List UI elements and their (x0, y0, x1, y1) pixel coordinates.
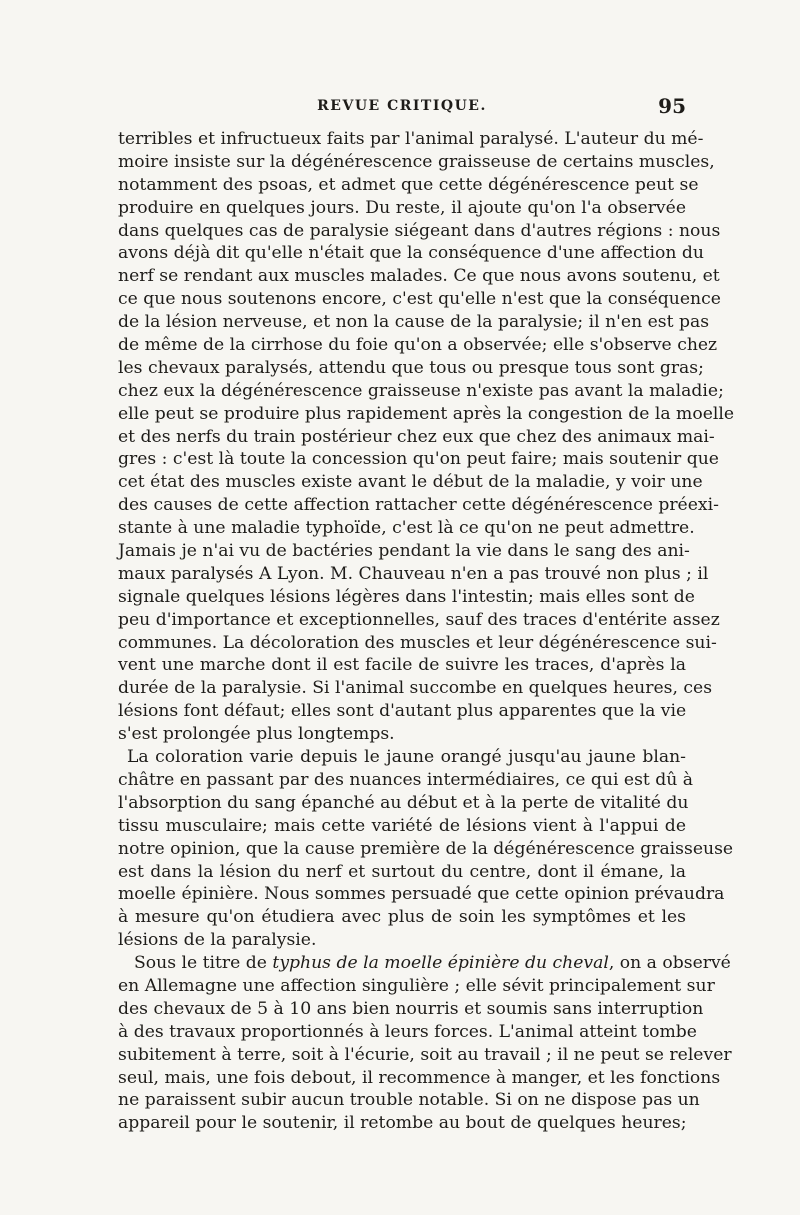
text-line: chez eux la dégénérescence graisseuse n'existe pas avant la maladie; (118, 380, 724, 401)
text-line: l'absorption du sang épanché au début et à la perte de vitalité du (118, 792, 689, 813)
text-line: produire en quelques jours. Du reste, il ajoute qu'on l'a observée (118, 197, 686, 218)
text-line: terribles et infructueux faits par l'animal paralysé. L'auteur du mé- (118, 129, 704, 149)
text-line: lésions de la paralysie. (118, 930, 317, 951)
text-line: notamment des psoas, et admet que cette dégénérescence peut se (118, 174, 699, 195)
italic-title: typhus de la moelle épinière du cheval (272, 953, 609, 974)
text-line: durée de la paralysie. Si l'animal succombe en quelques heures, ces (118, 678, 713, 699)
text-line: signale quelques lésions légères dans l'intestin; mais elles sont de (118, 586, 695, 607)
text-line: de la lésion nerveuse, et non la cause de la paralysie; il n'en est pas (118, 312, 710, 333)
text-line: des causes de cette affection rattacher cette dégénérescence préexi- (118, 495, 719, 516)
text-line: avons déjà dit qu'elle n'était que la conséquence d'une affection du (118, 243, 704, 264)
text-line: vent une marche dont il est facile de suivre les traces, d'après la (118, 655, 686, 676)
paragraph-start-line: La coloration varie depuis le jaune orangé jusqu'au jaune blan- (127, 747, 686, 768)
page-number: 95 (658, 94, 686, 118)
text-line: des chevaux de 5 à 10 ans bien nourris et soumis sans interruption (118, 998, 704, 1019)
text-line: elle peut se produire plus rapidement après la congestion de la moelle (118, 403, 735, 424)
text-line: les chevaux paralysés, attendu que tous ou presque tous sont gras; (118, 357, 704, 378)
paragraph-start-line (118, 952, 731, 975)
text-line: ce que nous soutenons encore, c'est qu'elle n'est que la conséquence (118, 289, 721, 310)
text-line: notre opinion, que la cause première de la dégénérescence graisseuse (118, 838, 734, 859)
text-line: dans quelques cas de paralysie siégeant dans d'autres régions : nous (118, 220, 721, 241)
text-line: à des travaux proportionnés à leurs forces. L'animal atteint tombe (118, 1021, 697, 1042)
text-fragment: Sous le titre de (134, 953, 273, 974)
text-line: tissu musculaire; mais cette variété de lésions vient à l'appui de (118, 815, 686, 836)
text-line: ne paraissent subir aucun trouble notable. Si on ne dispose pas un (118, 1090, 700, 1111)
text-line: en Allemagne une affection singulière ; elle sévit principalement sur (118, 975, 715, 996)
text-line: est dans la lésion du nerf et surtout du centre, dont il émane, la (118, 861, 686, 882)
text-line: peu d'importance et exceptionnelles, sauf des traces d'entérite assez (118, 609, 720, 630)
text-line: nerf se rendant aux muscles malades. Ce que nous avons soutenu, et (118, 266, 720, 287)
text-line: subitement à terre, soit à l'écurie, soit au travail ; il ne peut se relever (118, 1044, 732, 1065)
text-line: lésions font défaut; elles sont d'autant plus apparentes que la vie (118, 701, 687, 722)
text-line: seul, mais, une fois debout, il recommence à manger, et les fonctions (118, 1067, 721, 1088)
text-line: moelle épinière. Nous sommes persuadé que cette opinion prévaudra (118, 884, 725, 905)
text-line: appareil pour le soutenir, il retombe au bout de quelques heures; (118, 1113, 687, 1134)
text-line: de même de la cirrhose du foie qu'on a observée; elle s'observe chez (118, 335, 718, 356)
text-line: stante à une maladie typhoïde, c'est là ce qu'on ne peut admettre. (118, 518, 695, 539)
body-text (118, 128, 735, 1135)
text-line: et des nerfs du train postérieur chez eux que chez des animaux mai- (118, 426, 715, 447)
text-fragment: , on a observé (608, 953, 731, 974)
text-line: s'est prolongée plus longtemps. (118, 724, 395, 745)
text-line: maux paralysés A Lyon. M. Chauveau n'en a pas trouvé non plus ; il (118, 563, 709, 584)
running-title: REVUE CRITIQUE. (317, 98, 487, 114)
running-header (118, 96, 686, 120)
text-line: gres : c'est là toute la concession qu'on peut faire; mais soutenir que (118, 449, 719, 470)
text-line: à mesure qu'on étudiera avec plus de soin les symptômes et les (118, 907, 686, 928)
text-line: châtre en passant par des nuances intermédiaires, ce qui est dû à (118, 769, 694, 790)
text-line: communes. La décoloration des muscles et leur dégénérescence sui- (118, 632, 717, 653)
text-line: cet état des muscles existe avant le début de la maladie, y voir une (118, 472, 703, 493)
text-line: moire insiste sur la dégénérescence graisseuse de certains muscles, (118, 151, 715, 172)
text-line: Jamais je n'ai vu de bactéries pendant la vie dans le sang des ani- (118, 541, 690, 562)
